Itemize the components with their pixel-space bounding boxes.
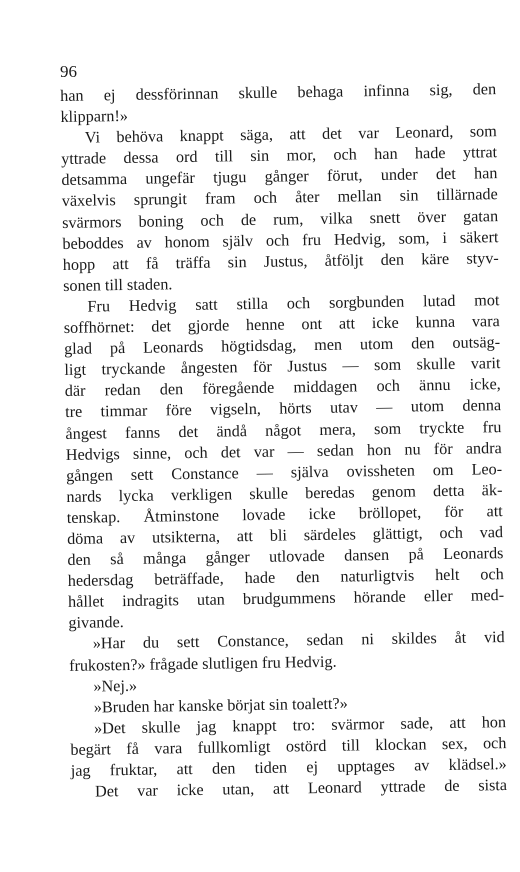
- text-line: den så många gånger utlovade dansen på Leonards: [67, 544, 504, 570]
- text-line: »Nej.»: [93, 676, 138, 696]
- text-line: han ej dessförinnan skulle behaga infinna sig, den: [60, 80, 497, 105]
- text-line: hopp att få träffa sin Justus, åtföljt den käre styv-: [62, 248, 499, 274]
- text-line: nards lycka verkligen skulle beredas genom detta äk-: [66, 480, 503, 506]
- text-line: givande.: [68, 613, 124, 633]
- text-line: »Bruden har kanske börjat sin toalett?»: [93, 694, 348, 717]
- text-line: sonen till staden.: [62, 275, 173, 295]
- text-line: yttrade dessa ord till sin mor, och han hade yttrat: [61, 143, 498, 169]
- text-line: Fru Hedvig satt stilla och sorgbunden lutad mot: [87, 291, 500, 316]
- text-line: svärmors boning och de rum, vilka snett över gatan: [62, 206, 499, 232]
- text-line: beboddes av honom själv och fru Hedvig, som, i säkert: [62, 227, 499, 253]
- body-text: [60, 79, 507, 803]
- text-line: »Har du sett Constance, sedan ni skildes åt vid: [92, 628, 505, 653]
- text-line: begärt få vara fullkomligt ostörd till klockan sex, och: [70, 733, 507, 759]
- page-number: 96: [60, 62, 77, 81]
- text-line: döma av utsikterna, att bli särdeles glättigt, och vad: [66, 523, 504, 548]
- text-line: hedersdag beträffade, hade den naturligtvis helt och: [67, 565, 504, 591]
- text-line: gången sett Constance — själva ovissheten om Leo-: [65, 459, 503, 485]
- text-line: Hedvigs sinne, och det var — sedan hon nu för andra: [65, 438, 502, 464]
- text-line: glad på Leonards högtidsdag, men utom den outsäg-: [63, 333, 501, 359]
- text-line: där redan den föregående middagen och ännu icke,: [64, 375, 501, 401]
- text-line: Det var icke utan, att Leonard yttrade de sista: [94, 776, 508, 801]
- text-line: frukosten?» frågade slutligen fru Hedvig.: [68, 652, 337, 675]
- text-line: detsamma ungefär tjugu gånger förut, under det han: [61, 164, 498, 190]
- text-line: soffhörnet: det gjorde henne ont att icke kunna vara: [63, 312, 500, 338]
- text-line: »Det skulle jag knappt tro: svärmor sade, att hon: [93, 712, 507, 738]
- text-line: ångest fanns det ändå något mera, som tryckte fru: [65, 417, 502, 443]
- text-line: ligt tryckande ångesten för Justus — som skulle varit: [64, 354, 501, 380]
- text-line: Vi behöva knappt säga, att det var Leonard, som: [84, 122, 497, 147]
- text-line: hållet indragits utan brudgummens hörande eller med-: [67, 586, 505, 612]
- text-line: tenskap. Åtminstone lovade icke bröllopet, för att: [66, 501, 503, 527]
- text-line: tre timmar före vigseln, hörts utav — utom denna: [64, 396, 502, 422]
- text-line: klipparn!»: [60, 107, 129, 127]
- text-line: växelvis sprungit fram och åter mellan sin tillärnade: [61, 185, 498, 211]
- text-line: jag fruktar, att den tiden ej upptages av klädsel.»: [70, 755, 507, 780]
